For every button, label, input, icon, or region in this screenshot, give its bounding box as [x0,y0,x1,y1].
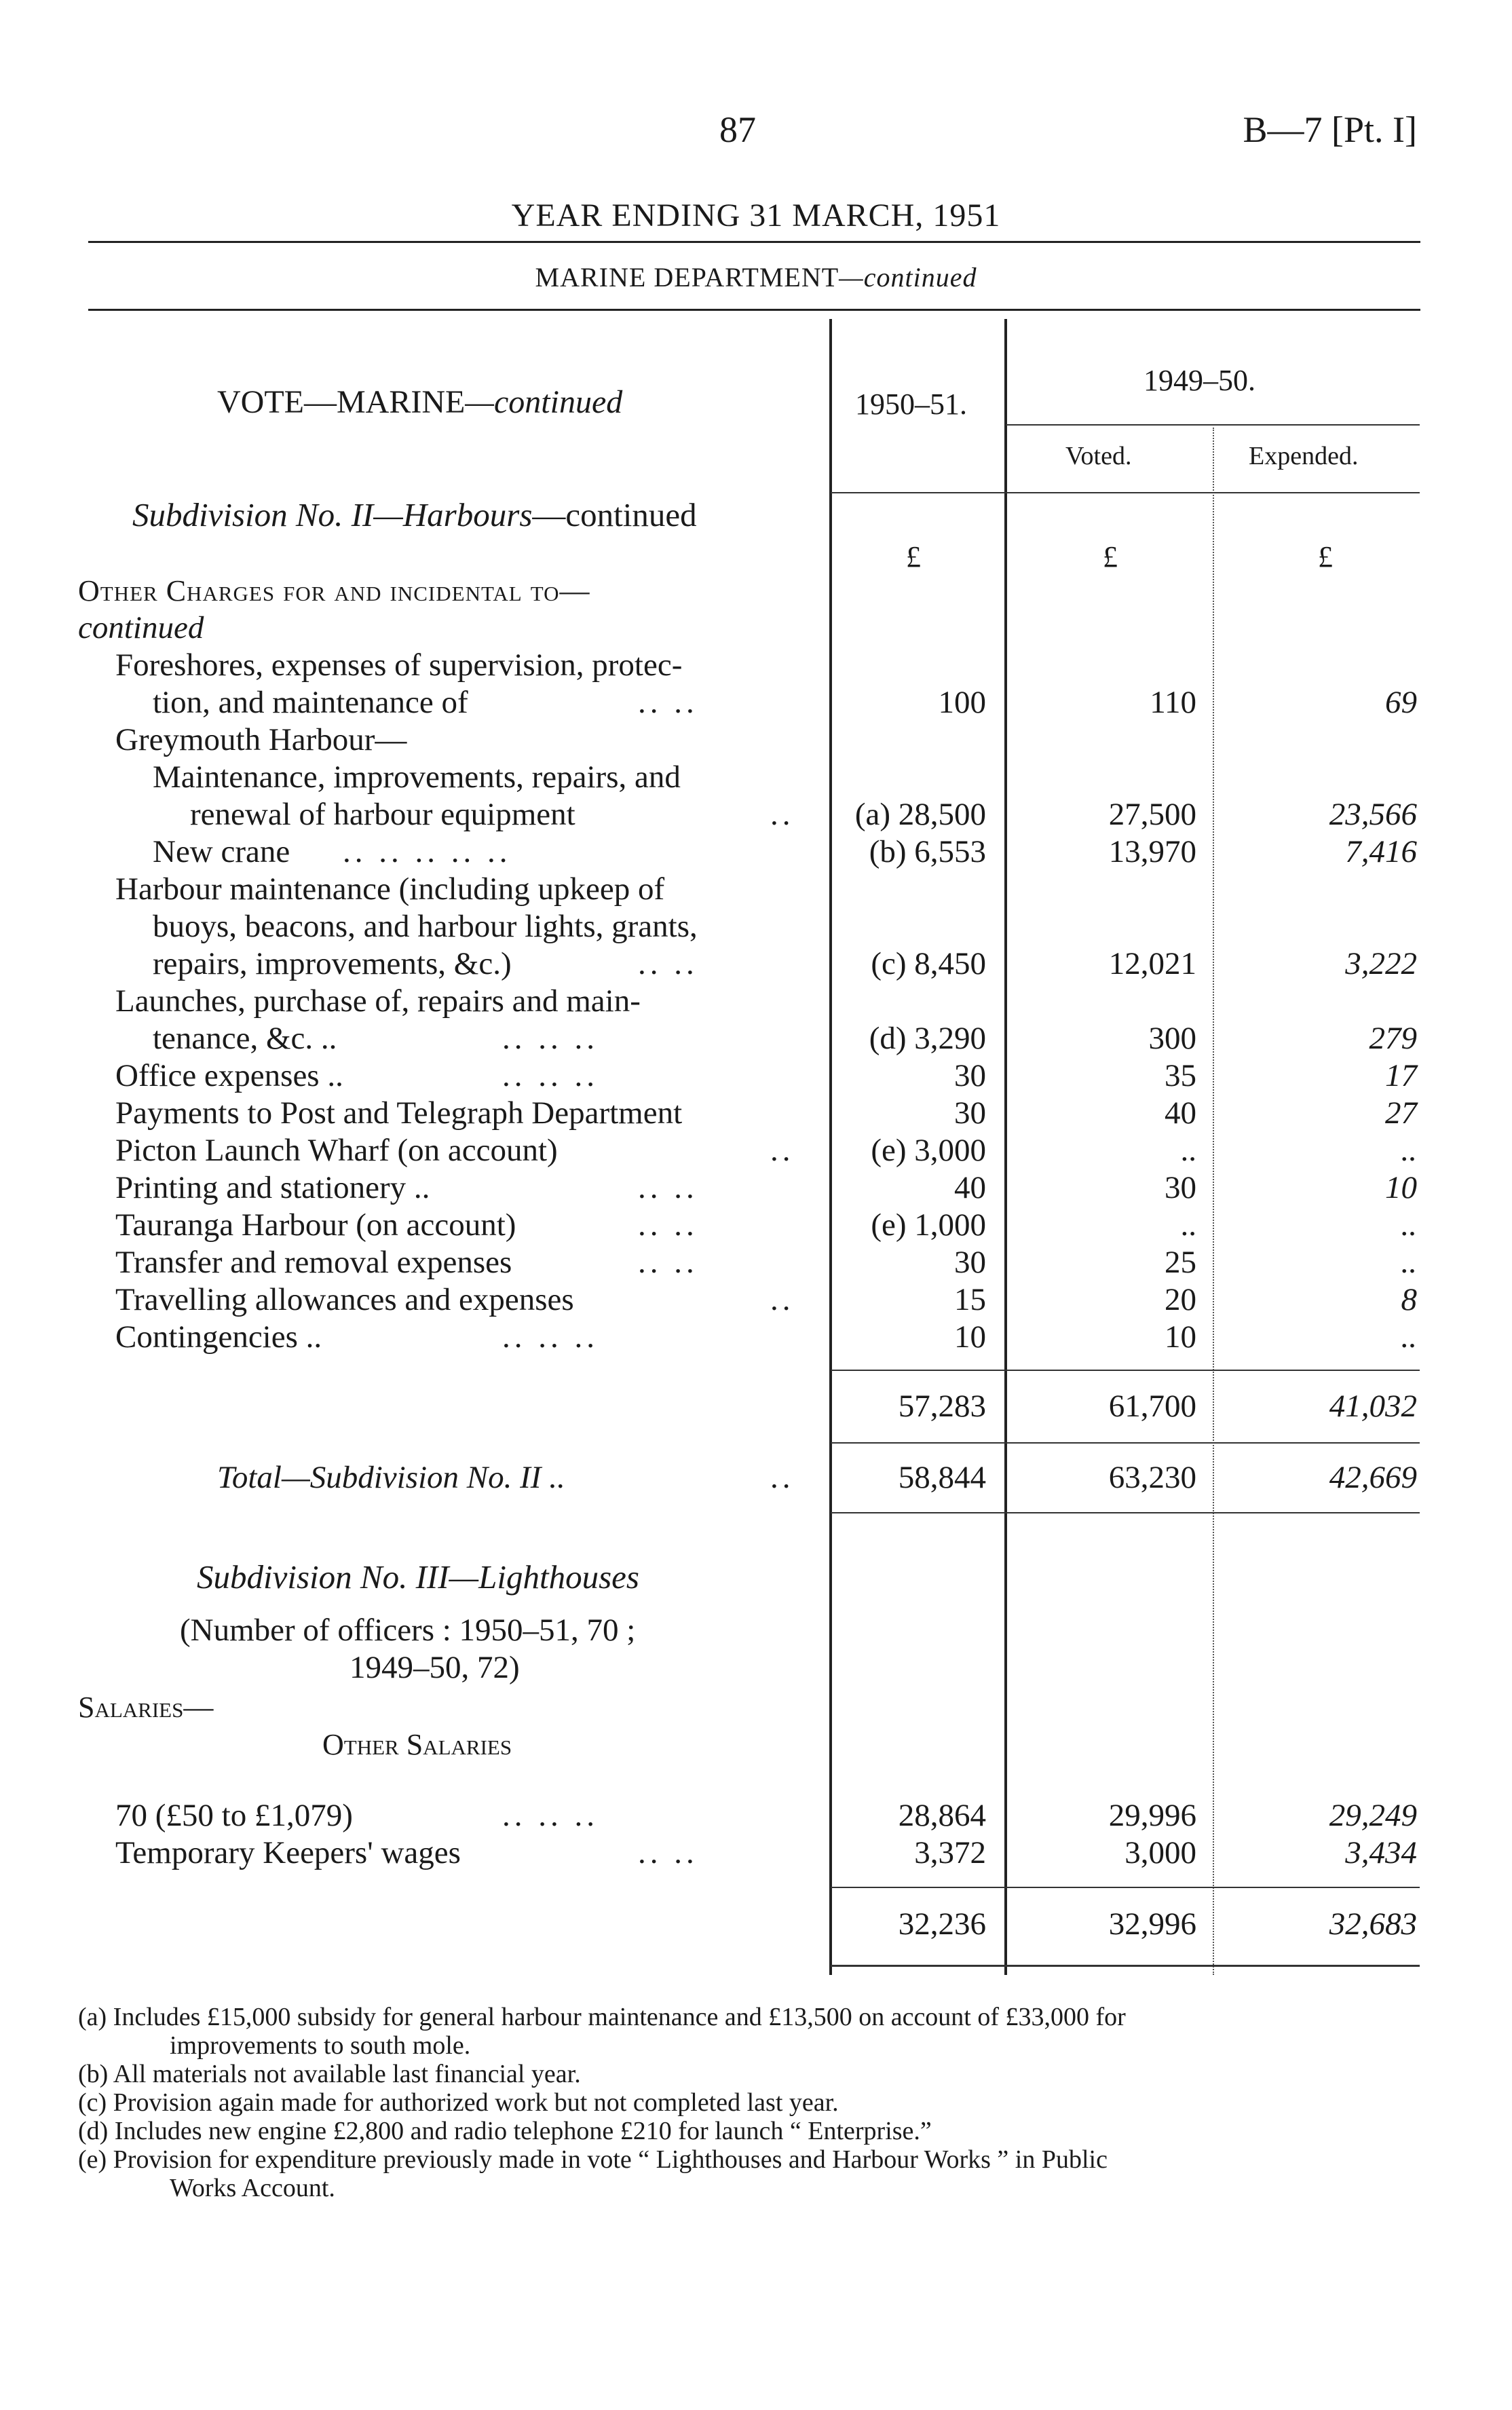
item-label: renewal of harbour equipment [190,797,575,832]
value-expended: 17 [1385,1058,1417,1093]
total-label: Total—Subdivision No. II .. [217,1460,565,1495]
col-header-voted: Voted. [1065,442,1132,470]
value-1950-51: (c) 8,450 [871,946,986,981]
value-voted: 10 [1165,1319,1196,1355]
leaders: .. [770,1460,795,1495]
value-voted: 29,996 [1108,1798,1196,1833]
subdivision-heading: Subdivision No. III—Lighthouses [197,1558,639,1596]
leaders: .. .. .. [502,1798,599,1833]
value-voted: 300 [1148,1021,1196,1056]
footnote: (b) All materials not available last financial year. [78,2060,581,2088]
item-label: Printing and stationery .. [115,1170,430,1205]
total-1950-51: 58,844 [898,1460,986,1495]
value-voted: 20 [1165,1282,1196,1317]
item-label: Payments to Post and Telegraph Department [115,1095,683,1131]
value-voted: 27,500 [1108,797,1196,832]
col-header-1949: 1949–50. [1144,364,1255,397]
leaders: .. .. .. [502,1021,599,1056]
leaders: .. .. [638,1170,698,1205]
value-expended: 279 [1369,1021,1417,1056]
header-rule [1006,424,1420,426]
total-rule [831,1512,1420,1513]
value-1950-51: (e) 1,000 [871,1207,986,1243]
item-label: New crane [153,834,290,869]
value-1950-51: 40 [954,1170,986,1205]
item-label: Tauranga Harbour (on account) [115,1207,516,1243]
value-1950-51: 15 [954,1282,986,1317]
value-expended: .. [1401,1245,1417,1280]
other-salaries-heading: Other Salaries [322,1728,512,1761]
currency-symbol: £ [906,540,921,573]
value-1950-51: (a) 28,500 [854,797,986,832]
item-label: tenance, &c. .. [153,1021,337,1056]
item-label: Temporary Keepers' wages [115,1835,461,1870]
col-header-1950: 1950–51. [855,388,967,421]
total-expended: 42,669 [1329,1460,1417,1495]
subtotal-rule [831,1887,1420,1888]
item-label: Greymouth Harbour— [115,722,407,757]
item-label: Harbour maintenance (including upkeep of [115,871,665,907]
col-header-expended: Expended. [1249,442,1359,470]
officers-note: 1949–50, 72) [349,1650,520,1685]
subtotal-expended: 32,683 [1329,1906,1417,1942]
item-label: Office expenses .. [115,1058,343,1093]
officers-note: (Number of officers : 1950–51, 70 ; [180,1613,636,1648]
leaders: .. .. [638,946,698,981]
value-voted: 40 [1165,1095,1196,1131]
subtotal-voted: 32,996 [1108,1906,1196,1942]
leaders: .. .. .. [502,1319,599,1355]
item-label: Foreshores, expenses of supervision, protec- [115,647,683,683]
footnote: (e) Provision for expenditure previously made in vote “ Lighthouses and Harbour Works ” in Public [78,2145,1108,2174]
value-expended: .. [1401,1207,1417,1243]
value-voted: 30 [1165,1170,1196,1205]
item-label: buoys, beacons, and harbour lights, grants, [153,909,698,944]
currency-symbol: £ [1103,540,1118,573]
value-expended: 3,222 [1345,946,1417,981]
subdivision-heading: Subdivision No. II—Harbours—continued [132,496,697,533]
value-voted: 3,000 [1124,1835,1196,1870]
value-1950-51: 10 [954,1319,986,1355]
leaders: .. [770,1133,795,1168]
currency-symbol: £ [1318,540,1333,573]
leaders: .. .. [638,1835,698,1870]
value-1950-51: 28,864 [898,1798,986,1833]
rule [88,309,1420,311]
column-rule [829,319,832,1975]
vote-heading: VOTE—MARINE—continued [217,384,623,420]
rule [88,241,1420,243]
value-1950-51: (e) 3,000 [871,1133,986,1168]
item-label: Contingencies .. [115,1319,322,1355]
footnote: (c) Provision again made for authorized work but not completed last year. [78,2088,839,2117]
item-label: Maintenance, improvements, repairs, and [153,759,681,795]
footnote: (d) Includes new engine £2,800 and radio telephone £210 for launch “ Enterprise.” [78,2117,932,2145]
value-expended: 23,566 [1329,797,1417,832]
value-expended: .. [1401,1319,1417,1355]
leaders: .. .. .. [502,1058,599,1093]
value-voted: 12,021 [1108,946,1196,981]
value-1950-51: 30 [954,1245,986,1280]
department-title: MARINE DEPARTMENT—continued [535,262,977,293]
item-label: Travelling allowances and expenses [115,1282,574,1317]
footnote: improvements to south mole. [170,2031,471,2060]
value-voted: 13,970 [1108,834,1196,869]
leaders: .. .. [638,1245,698,1280]
leaders: .. .. [638,1207,698,1243]
item-label: Transfer and removal expenses [115,1245,512,1280]
total-voted: 63,230 [1108,1460,1196,1495]
leaders: .. .. [638,685,698,720]
value-expended: .. [1401,1133,1417,1168]
subtotal-expended: 41,032 [1329,1389,1417,1424]
value-1950-51: 100 [938,685,986,720]
item-label: Launches, purchase of, repairs and main- [115,983,641,1019]
item-label: 70 (£50 to £1,079) [115,1798,353,1833]
value-voted: .. [1180,1133,1196,1168]
value-1950-51: 30 [954,1095,986,1131]
subtotal-voted: 61,700 [1108,1389,1196,1424]
value-1950-51: 30 [954,1058,986,1093]
footnote: (a) Includes £15,000 subsidy for general harbour maintenance and £13,500 on account of £33,000 for [78,2003,1126,2031]
footnote: Works Account. [170,2174,335,2202]
page-number: 87 [719,109,756,150]
salaries-heading: Salaries— [78,1691,214,1724]
column-rule [1004,319,1007,1975]
column-rule [1213,428,1214,1975]
value-expended: 8 [1401,1282,1417,1317]
document-reference: B—7 [Pt. I] [1243,109,1417,150]
value-voted: .. [1180,1207,1196,1243]
value-voted: 110 [1150,685,1196,720]
value-expended: 10 [1385,1170,1417,1205]
subtotal-1950-51: 57,283 [898,1389,986,1424]
item-label: tion, and maintenance of [153,685,468,720]
value-expended: 7,416 [1345,834,1417,869]
value-expended: 27 [1385,1095,1417,1131]
value-expended: 3,434 [1345,1835,1417,1870]
value-voted: 35 [1165,1058,1196,1093]
subtotal-rule [831,1370,1420,1371]
value-voted: 25 [1165,1245,1196,1280]
value-expended: 29,249 [1329,1798,1417,1833]
page-title: YEAR ENDING 31 MARCH, 1951 [511,197,1001,233]
leaders: .. .. .. .. .. [343,834,512,869]
value-1950-51: 3,372 [914,1835,986,1870]
item-label: Picton Launch Wharf (on account) [115,1133,558,1168]
leaders: .. [770,1282,795,1317]
leaders: .. [770,797,795,832]
group-heading-suffix: continued [78,610,204,645]
header-rule [831,492,1420,493]
value-1950-51: (b) 6,553 [869,834,986,869]
total-rule [831,1442,1420,1444]
value-1950-51: (d) 3,290 [869,1021,986,1056]
group-heading: Other Charges for and incidental to— [78,574,590,607]
subtotal-1950-51: 32,236 [898,1906,986,1942]
value-expended: 69 [1385,685,1417,720]
total-rule [831,1965,1420,1967]
item-label: repairs, improvements, &c.) [153,946,512,981]
